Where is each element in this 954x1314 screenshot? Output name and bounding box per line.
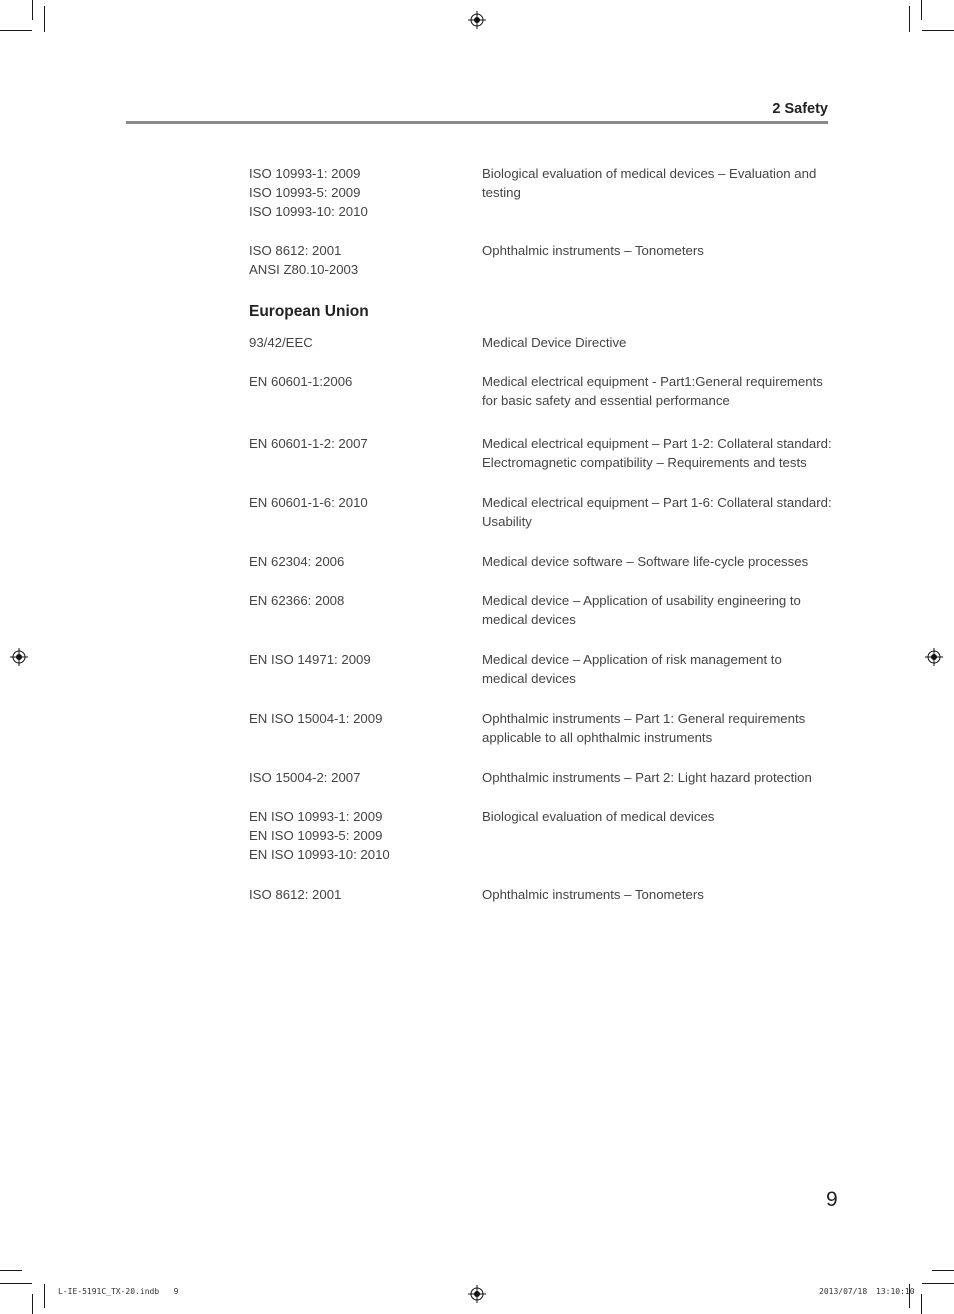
standard-code: EN 60601-1:2006 [249, 374, 353, 389]
print-slug-file: L-IE-5191C_TX-20.indb 9 [58, 1287, 179, 1296]
print-slug-date: 2013/07/18 [819, 1287, 868, 1296]
standard-code: EN 60601-1-6: 2010 [249, 495, 368, 510]
standard-code: 93/42/EEC [249, 335, 313, 350]
page-number: 9 [826, 1188, 838, 1211]
description-line: Biological evaluation of medical devices [482, 809, 715, 824]
description-line: Ophthalmic instruments – Part 2: Light hazard protection [482, 770, 812, 785]
standard-description [482, 591, 832, 629]
standard-code: EN 62304: 2006 [249, 554, 345, 569]
description-line: for basic safety and essential performance [482, 393, 730, 408]
standard-code: EN ISO 10993-10: 2010 [249, 847, 390, 862]
header-divider [126, 121, 828, 124]
description-line: Ophthalmic instruments – Tonometers [482, 243, 704, 258]
registration-mark-icon [10, 648, 28, 666]
standard-description [482, 768, 832, 787]
standard-description [482, 333, 832, 352]
standard-description [482, 650, 832, 688]
standard-codes [249, 164, 474, 221]
standard-code: ISO 10993-10: 2010 [249, 204, 368, 219]
standard-description [482, 434, 832, 472]
standard-description [482, 164, 832, 202]
description-line: Medical device software – Software life-cycle processes [482, 554, 809, 569]
standard-code: ANSI Z80.10-2003 [249, 262, 359, 277]
standard-codes [249, 552, 474, 571]
standard-codes [249, 807, 474, 864]
standard-codes [249, 650, 474, 669]
standard-description [482, 493, 832, 531]
standard-code: EN ISO 10993-1: 2009 [249, 809, 383, 824]
standard-code: ISO 15004-2: 2007 [249, 770, 361, 785]
standard-codes [249, 709, 474, 728]
description-line: Medical device – Application of risk management to [482, 652, 782, 667]
description-line: Usability [482, 514, 532, 529]
standard-code: EN 62366: 2008 [249, 593, 345, 608]
standard-code: ISO 10993-1: 2009 [249, 166, 361, 181]
section-heading-european-union: European Union [249, 303, 369, 320]
standard-description [482, 372, 832, 410]
standard-description [482, 885, 832, 904]
registration-mark-icon [468, 11, 486, 29]
standard-description [482, 709, 832, 747]
standard-code: ISO 10993-5: 2009 [249, 185, 361, 200]
standard-code: ISO 8612: 2001 [249, 887, 342, 902]
print-slug-time: 13:10:10 [876, 1287, 915, 1296]
description-line: Biological evaluation of medical devices – Evaluation and [482, 166, 817, 181]
standard-codes [249, 241, 474, 279]
standard-codes [249, 372, 474, 391]
section-header-title: 2 Safety [772, 101, 828, 117]
description-line: testing [482, 185, 521, 200]
standard-codes [249, 768, 474, 787]
description-line: Ophthalmic instruments – Tonometers [482, 887, 704, 902]
standard-codes [249, 591, 474, 610]
standard-codes [249, 434, 474, 453]
standard-code: EN 60601-1-2: 2007 [249, 436, 368, 451]
registration-mark-icon [468, 1285, 486, 1303]
description-line: Medical electrical equipment – Part 1-2: Collateral standard: [482, 436, 832, 451]
description-line: Medical device – Application of usability engineering to [482, 593, 801, 608]
standard-description [482, 241, 832, 260]
standard-code: EN ISO 14971: 2009 [249, 652, 371, 667]
standard-codes [249, 493, 474, 512]
standard-code: ISO 8612: 2001 [249, 243, 342, 258]
standard-codes [249, 885, 474, 904]
description-line: Electromagnetic compatibility – Requirements and tests [482, 455, 807, 470]
standard-code: EN ISO 10993-5: 2009 [249, 828, 383, 843]
description-line: Medical Device Directive [482, 335, 627, 350]
standard-codes [249, 333, 474, 352]
description-line: medical devices [482, 612, 576, 627]
standard-code: EN ISO 15004-1: 2009 [249, 711, 383, 726]
description-line: Medical electrical equipment - Part1:General requirements [482, 374, 823, 389]
description-line: Ophthalmic instruments – Part 1: General requirements [482, 711, 806, 726]
description-line: medical devices [482, 671, 576, 686]
description-line: applicable to all ophthalmic instruments [482, 730, 713, 745]
standard-description [482, 807, 832, 826]
description-line: Medical electrical equipment – Part 1-6: Collateral standard: [482, 495, 832, 510]
standard-description [482, 552, 832, 571]
registration-mark-icon [925, 648, 943, 666]
